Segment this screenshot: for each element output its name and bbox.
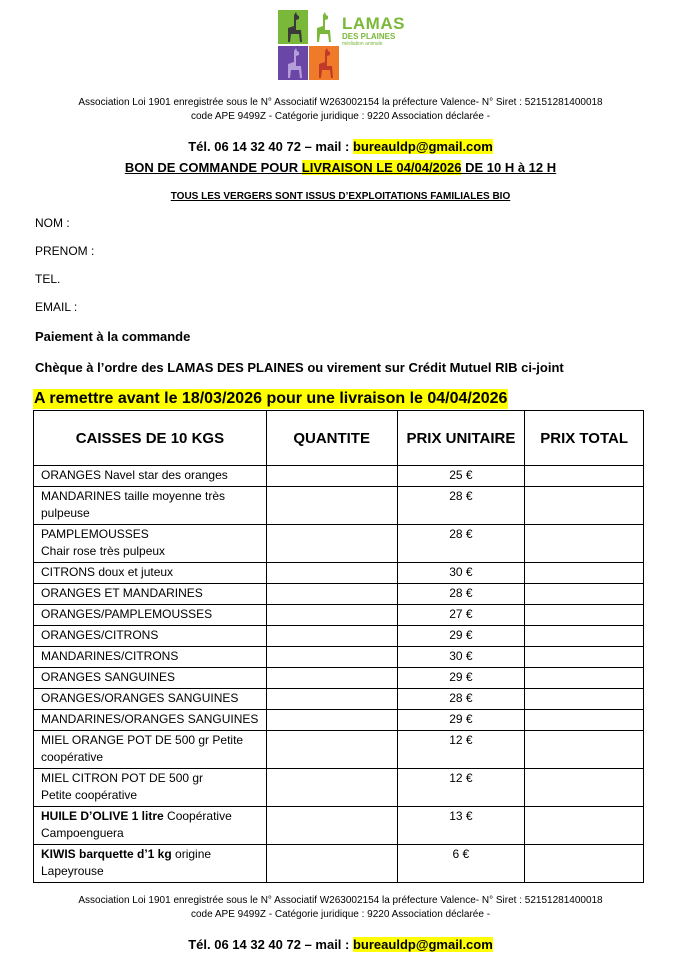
total-price-cell[interactable] [525, 563, 644, 584]
table-row [34, 584, 644, 605]
table-row [34, 689, 644, 710]
quantity-cell[interactable] [266, 769, 397, 807]
product-description: pulpeuse [41, 506, 90, 520]
total-price-cell[interactable] [525, 731, 644, 769]
header-unit-price: PRIX UNITAIRE [397, 411, 525, 466]
product-description: Campoenguera [41, 826, 124, 840]
product-description: Petite coopérative [41, 788, 138, 802]
product-name-bold: KIWIS barquette d’1 kg [41, 847, 172, 861]
table-row [34, 845, 644, 883]
logo-purple-llama-icon [278, 46, 308, 80]
quantity-cell[interactable] [266, 668, 397, 689]
table-row [34, 807, 644, 845]
total-price-cell[interactable] [525, 525, 644, 563]
product-cell [34, 647, 267, 668]
product-description: Chair rose très pulpeux [41, 544, 166, 558]
unit-price-cell: 12 € [397, 769, 525, 807]
table-row [34, 769, 644, 807]
unit-price-cell: 30 € [397, 647, 525, 668]
product-cell [34, 710, 267, 731]
quantity-cell[interactable] [266, 845, 397, 883]
table-row [34, 626, 644, 647]
product-cell [34, 525, 267, 563]
logo-white-square [309, 10, 339, 44]
header-assoc-line1: Association Loi 1901 enregistrée sous le N° Associatif W263002154 la préfecture Valence- N° Siret : 52151281400018 [78, 97, 603, 108]
total-price-cell[interactable] [525, 689, 644, 710]
product-name: ORANGES SANGUINES [41, 670, 176, 684]
total-price-cell[interactable] [525, 626, 644, 647]
total-price-cell[interactable] [525, 584, 644, 605]
payment-line2: Chèque à l’ordre des LAMAS DES PLAINES ou virement sur Crédit Mutuel RIB ci-joint [35, 360, 564, 375]
order-table [33, 410, 644, 883]
unit-price-cell: 29 € [397, 626, 525, 647]
footer-contact [0, 937, 681, 952]
product-name: PAMPLEMOUSSES [41, 527, 149, 541]
table-row [34, 668, 644, 689]
product-name: MIEL CITRON POT DE 500 gr [41, 771, 204, 785]
product-name: CITRONS doux et juteux [41, 565, 174, 579]
total-price-cell[interactable] [525, 807, 644, 845]
quantity-cell[interactable] [266, 710, 397, 731]
total-price-cell[interactable] [525, 487, 644, 525]
total-price-cell[interactable] [525, 466, 644, 487]
header-total-price: PRIX TOTAL [525, 411, 644, 466]
unit-price-cell: 25 € [397, 466, 525, 487]
table-row [34, 710, 644, 731]
field-email[interactable]: EMAIL : [35, 300, 78, 314]
product-name: MIEL ORANGE POT DE 500 gr Petite [41, 733, 244, 747]
product-cell [34, 563, 267, 584]
product-name: MANDARINES/ORANGES SANGUINES [41, 712, 259, 726]
field-prenom[interactable]: PRENOM : [35, 244, 95, 258]
product-cell [34, 769, 267, 807]
page-title [0, 160, 681, 175]
logo-name-line2: DES PLAINES [342, 32, 396, 41]
unit-price-cell: 28 € [397, 584, 525, 605]
logo [278, 10, 405, 82]
total-price-cell[interactable] [525, 605, 644, 626]
quantity-cell[interactable] [266, 563, 397, 584]
field-tel[interactable]: TEL. [35, 272, 61, 286]
table-row [34, 563, 644, 584]
unit-price-cell: 28 € [397, 487, 525, 525]
unit-price-cell: 6 € [397, 845, 525, 883]
total-price-cell[interactable] [525, 668, 644, 689]
product-name: ORANGES ET MANDARINES [41, 586, 203, 600]
product-name: ORANGES/CITRONS [41, 628, 159, 642]
product-description: Lapeyrouse [41, 864, 104, 878]
product-name: ORANGES/PAMPLEMOUSSES [41, 607, 213, 621]
quantity-cell[interactable] [266, 647, 397, 668]
header-product: CAISSES DE 10 KGS [34, 411, 267, 466]
unit-price-cell: 29 € [397, 668, 525, 689]
subtitle-bio: TOUS LES VERGERS SONT ISSUS D’EXPLOITATIONS FAMILIALES BIO [170, 191, 511, 202]
table-row [34, 466, 644, 487]
total-price-cell[interactable] [525, 769, 644, 807]
quantity-cell[interactable] [266, 584, 397, 605]
deadline-banner: A remettre avant le 18/03/2026 pour une livraison le 04/04/2026 [34, 390, 508, 407]
unit-price-cell: 13 € [397, 807, 525, 845]
table-row [34, 731, 644, 769]
table-row [34, 605, 644, 626]
product-name: MANDARINES taille moyenne très [41, 489, 226, 503]
table-row [34, 487, 644, 525]
quantity-cell[interactable] [266, 689, 397, 710]
quantity-cell[interactable] [266, 487, 397, 525]
unit-price-cell: 30 € [397, 563, 525, 584]
product-cell [34, 668, 267, 689]
header-quantity: QUANTITE [266, 411, 397, 466]
product-name: MANDARINES/CITRONS [41, 649, 179, 663]
unit-price-cell: 28 € [397, 689, 525, 710]
quantity-cell[interactable] [266, 466, 397, 487]
product-description: coopérative [41, 750, 104, 764]
product-name: Coopérative [163, 809, 232, 823]
table-row [34, 647, 644, 668]
logo-tagline: médiation animale [342, 41, 383, 47]
header-contact [0, 139, 681, 154]
quantity-cell[interactable] [266, 626, 397, 647]
product-name: ORANGES/ORANGES SANGUINES [41, 691, 239, 705]
footer-email-link[interactable]: bureauldp@gmail.com [352, 937, 493, 952]
total-price-cell[interactable] [525, 647, 644, 668]
header-tel: Tél. 06 14 32 40 72 – mail : [188, 139, 353, 154]
product-cell [34, 487, 267, 525]
product-name-bold: HUILE D’OLIVE 1 litre [41, 809, 164, 823]
header-email-link[interactable]: bureauldp@gmail.com [352, 139, 493, 154]
quantity-cell[interactable] [266, 605, 397, 626]
total-price-cell[interactable] [525, 710, 644, 731]
title-delivery-date: LIVRAISON LE 04/04/2026 [301, 160, 462, 175]
product-name: ORANGES Navel star des oranges [41, 468, 228, 482]
footer-tel: Tél. 06 14 32 40 72 – mail : [188, 937, 353, 952]
product-cell [34, 466, 267, 487]
unit-price-cell: 12 € [397, 731, 525, 769]
product-cell [34, 689, 267, 710]
product-name: origine [171, 847, 212, 861]
product-cell [34, 845, 267, 883]
table-header-row [34, 411, 644, 466]
product-cell [34, 626, 267, 647]
logo-orange-llama-icon [309, 46, 339, 80]
logo-name-line1: LAMAS [342, 14, 405, 33]
product-cell [34, 807, 267, 845]
product-cell [34, 605, 267, 626]
total-price-cell[interactable] [525, 845, 644, 883]
quantity-cell[interactable] [266, 731, 397, 769]
title-part3: DE 10 H à 12 H [461, 160, 557, 175]
unit-price-cell: 27 € [397, 605, 525, 626]
product-cell [34, 584, 267, 605]
payment-line1: Paiement à la commande [35, 329, 191, 344]
header-assoc-line2: code APE 9499Z - Catégorie juridique : 9220 Association déclarée - [190, 111, 491, 122]
quantity-cell[interactable] [266, 525, 397, 563]
unit-price-cell: 29 € [397, 710, 525, 731]
product-cell [34, 731, 267, 769]
table-row [34, 525, 644, 563]
logo-green-llama-icon [278, 10, 308, 44]
field-nom[interactable]: NOM : [35, 216, 70, 230]
unit-price-cell: 28 € [397, 525, 525, 563]
footer-assoc-line1: Association Loi 1901 enregistrée sous le N° Associatif W263002154 la préfecture Valence- N° Siret : 52151281400018 [78, 895, 603, 906]
quantity-cell[interactable] [266, 807, 397, 845]
title-part1: BON DE COMMANDE POUR [124, 160, 302, 175]
footer-assoc-line2: code APE 9499Z - Catégorie juridique : 9220 Association déclarée - [190, 909, 491, 920]
